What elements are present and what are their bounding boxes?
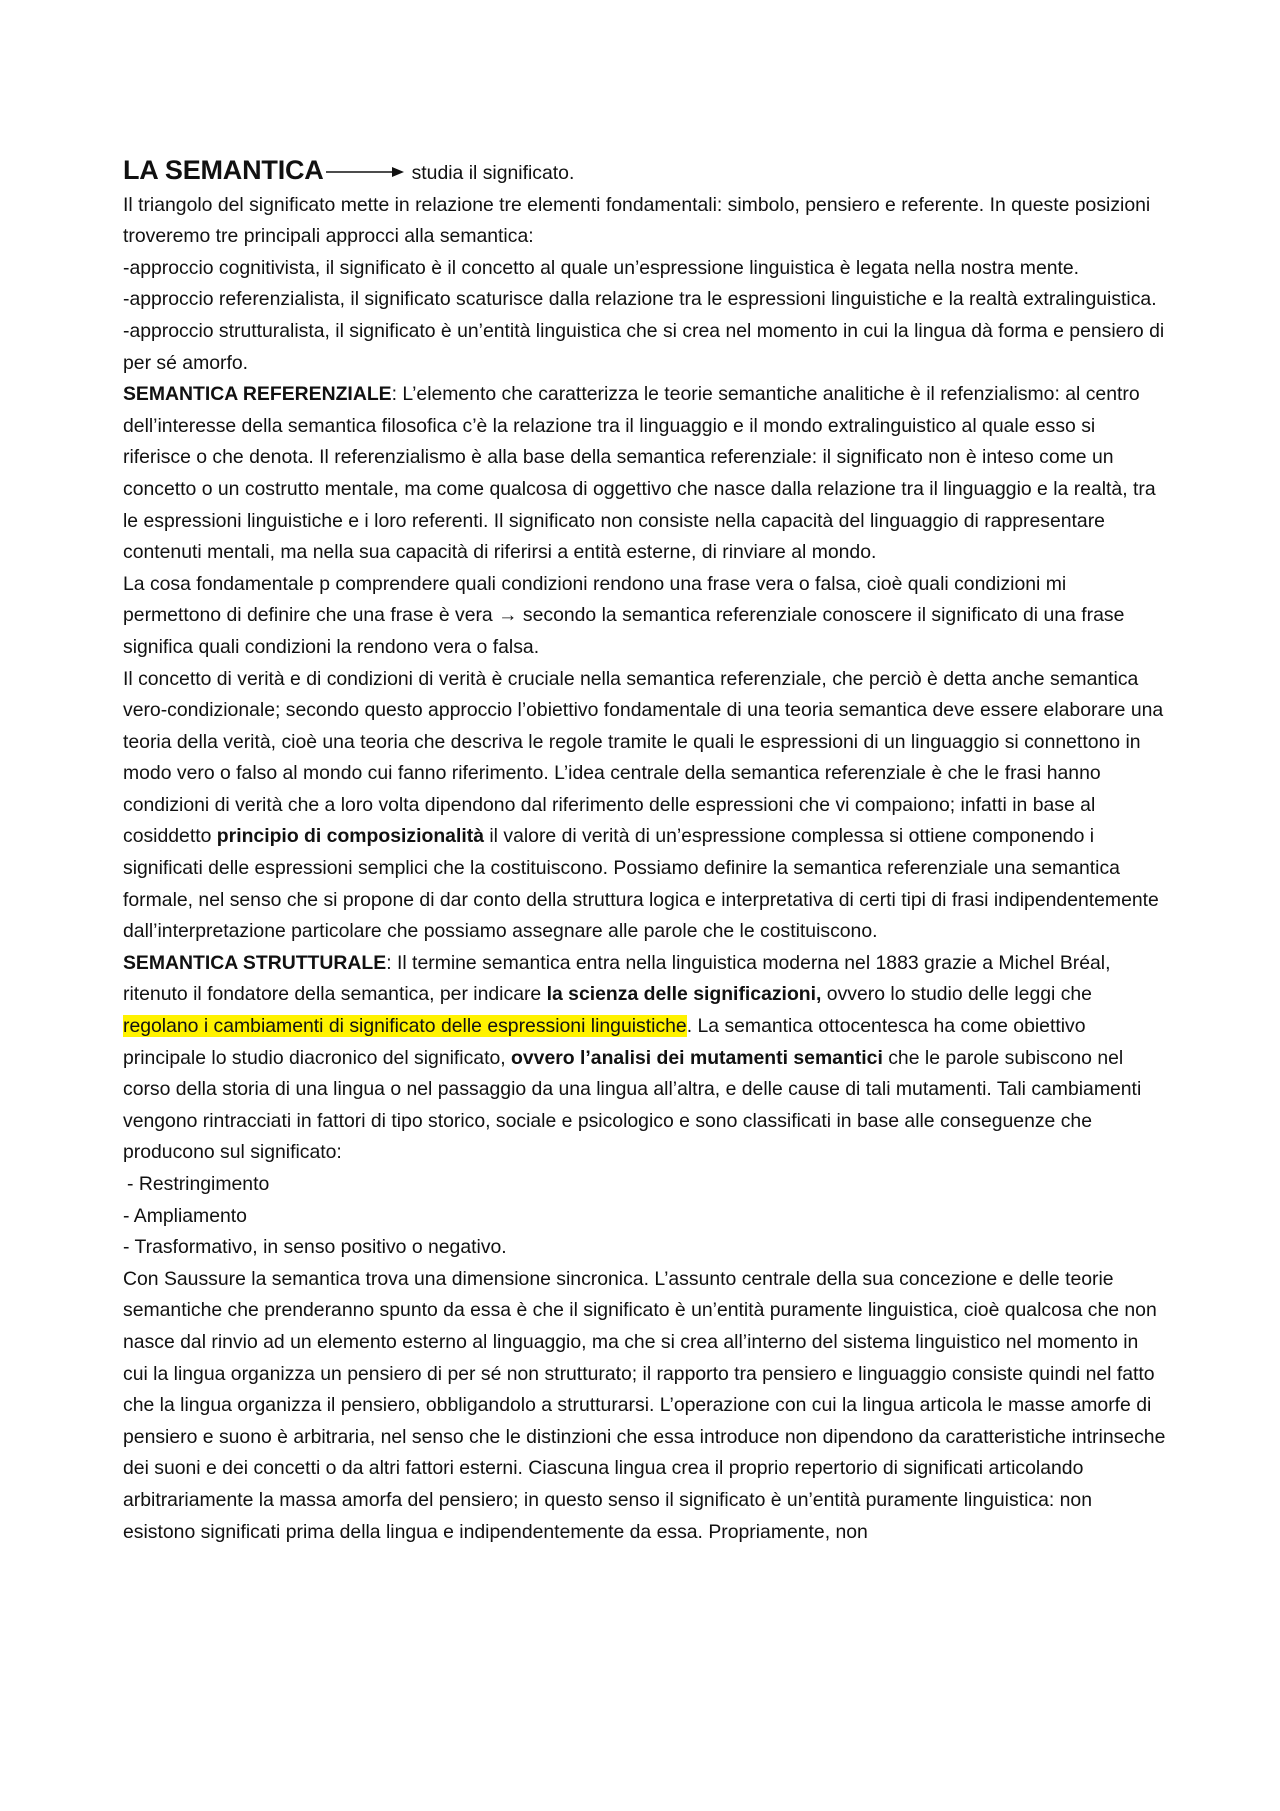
composizionalita-term: principio di composizionalità: [216, 825, 484, 848]
change-item: - Restringimento: [127, 1173, 270, 1195]
structural-text-c: . La semantica ottocentesca ha come obiettivo principale lo studio diacronico del significato,: [123, 1015, 1086, 1069]
structural-section: [123, 948, 1168, 1169]
arrow-right-icon: [326, 164, 406, 180]
structural-heading: SEMANTICA STRUTTURALE: [123, 951, 387, 974]
verita-text-b: il valore di verità di un’espressione complessa si ottiene componendo i significati delle espressioni semplici che la costituiscono. Possiamo definire la semantica referenziale una semantica formale, nel senso che si propone di dar conto della struttura logica e interpretativa di certi tipi di frasi indipendentemente dall’interpretazione particolare che possiamo assegnare alle parole che le costituiscono.: [123, 825, 1159, 943]
arrow-icon: →: [498, 604, 518, 627]
title-tail: studia il significato.: [411, 162, 575, 184]
referential-heading: SEMANTICA REFERENZIALE: [123, 383, 392, 406]
change-item: - Trasformativo, in senso positivo o negativo.: [123, 1236, 507, 1259]
scienza-term: la scienza delle significazioni,: [546, 983, 822, 1006]
truth-conditions-text-a: La cosa fondamentale p comprendere quali condizioni rendono una frase vera o falsa, cioè quali condizioni mi permettono di definire che una frase è vera: [123, 572, 1067, 627]
structural-text-d: che le parole subiscono nel corso della storia di una lingua o nel passaggio da una lingua all’altra, e delle cause di tali mutamenti. Tali cambiamenti vengono rintracciati in fattori di tipo storico, sociale e psicologico e sono classificati in base alle conseguenze che producono sul significato:: [123, 1046, 1142, 1164]
verita-paragraph: [123, 664, 1168, 948]
document-page: [123, 155, 1168, 1548]
approach-cognitivista: -approccio cognitivista, il significato è il concetto al quale un’espressione linguistica è legata nella nostra mente.: [123, 256, 1080, 279]
page-title: LA SEMANTICA: [123, 155, 324, 185]
approach-strutturalista: -approccio strutturalista, il significato è un’entità linguistica che si crea nel momento in cui la lingua dà forma e pensiero di per sé amorfo.: [123, 319, 1165, 374]
mutamenti-term: ovvero l’analisi dei mutamenti semantici: [511, 1046, 883, 1069]
truth-conditions-paragraph: [123, 569, 1168, 664]
referential-section: [123, 379, 1168, 569]
highlighted-text: regolano i cambiamenti di significato delle espressioni linguistiche: [123, 1015, 687, 1038]
structural-text-a: : Il termine semantica entra nella linguistica moderna nel 1883 grazie a Michel Bréal, ritenuto il fondatore della semantica, per indicare: [123, 951, 1111, 1006]
referential-text: : L’elemento che caratterizza le teorie semantiche analitiche è il refenzialismo: al centro dell’interesse della semantica filosofica c’è la relazione tra il linguaggio e il mondo extralinguistico al quale esso si riferisce o che denota. Il referenzialismo è alla base della semantica referenziale: il significato non è inteso come un concetto o un costrutto mentale, ma come qualcosa di oggettivo che nasce dalla relazione tra il linguaggio e la realtà, tra le espressioni linguistiche e i loro referenti. Il significato non consiste nella capacità del linguaggio di rappresentare contenuti mentali, ma nella sua capacità di riferirsi a entità esterne, di rinviare al mondo.: [123, 383, 1156, 564]
saussure-paragraph: Con Saussure la semantica trova una dimensione sincronica. L’assunto centrale della sua concezione e delle teorie semantiche che prenderanno spunto da essa è che il significato è un’entità puramente linguistica, cioè qualcosa che non nasce dal rinvio ad un elemento esterno al linguaggio, ma che si crea all’interno del sistema linguistico nel momento in cui la lingua organizza un pensiero di per sé non strutturato; il rapporto tra pensiero e linguaggio consiste quindi nel fatto che la lingua organizza il pensiero, obbligandolo a strutturarsi. L’operazione con cui la lingua articola le masse amorfe di pensiero e suono è arbitraria, nel senso che le distinzioni che essa introduce non dipendono da caratteristiche intrinseche dei suoni e dei concetti o da altri fattori esterni. Ciascuna lingua crea il proprio repertorio di significati articolando arbitrariamente la massa amorfa del pensiero; in questo senso il significato è un’entità puramente linguistica: non esistono significati prima della lingua e indipendentemente da essa. Propriamente, non: [123, 1267, 1166, 1543]
intro-paragraph: Il triangolo del significato mette in relazione tre elementi fondamentali: simbolo, pensiero e referente. In queste posizioni troveremo tre principali approcci alla semantica:: [123, 193, 1151, 248]
approach-referenzialista: -approccio referenzialista, il significato scaturisce dalla relazione tra le espressioni linguistiche e la realtà extralinguistica.: [123, 288, 1157, 311]
verita-text-a: Il concetto di verità e di condizioni di verità è cruciale nella semantica referenziale, che perciò è detta anche semantica vero-condizionale; secondo questo approccio l’obiettivo fondamentale di una teoria semantica deve essere elaborare una teoria della verità, cioè una teoria che descriva le regole tramite le quali le espressioni di un linguaggio si connettono in modo vero o falso al mondo cui fanno riferimento. L’idea centrale della semantica referenziale è che le frasi hanno condizioni di verità che a loro volta dipendono dal riferimento delle espressioni che vi compaiono; infatti in base al cosiddetto: [123, 667, 1164, 848]
structural-text-b: ovvero lo studio delle leggi che: [826, 983, 1092, 1006]
title-line: [123, 155, 1168, 190]
truth-conditions-text-b: secondo la semantica referenziale conoscere il significato di una frase significa quali condizioni la rendono vera o falsa.: [123, 604, 1125, 658]
change-item: - Ampliamento: [123, 1204, 247, 1227]
